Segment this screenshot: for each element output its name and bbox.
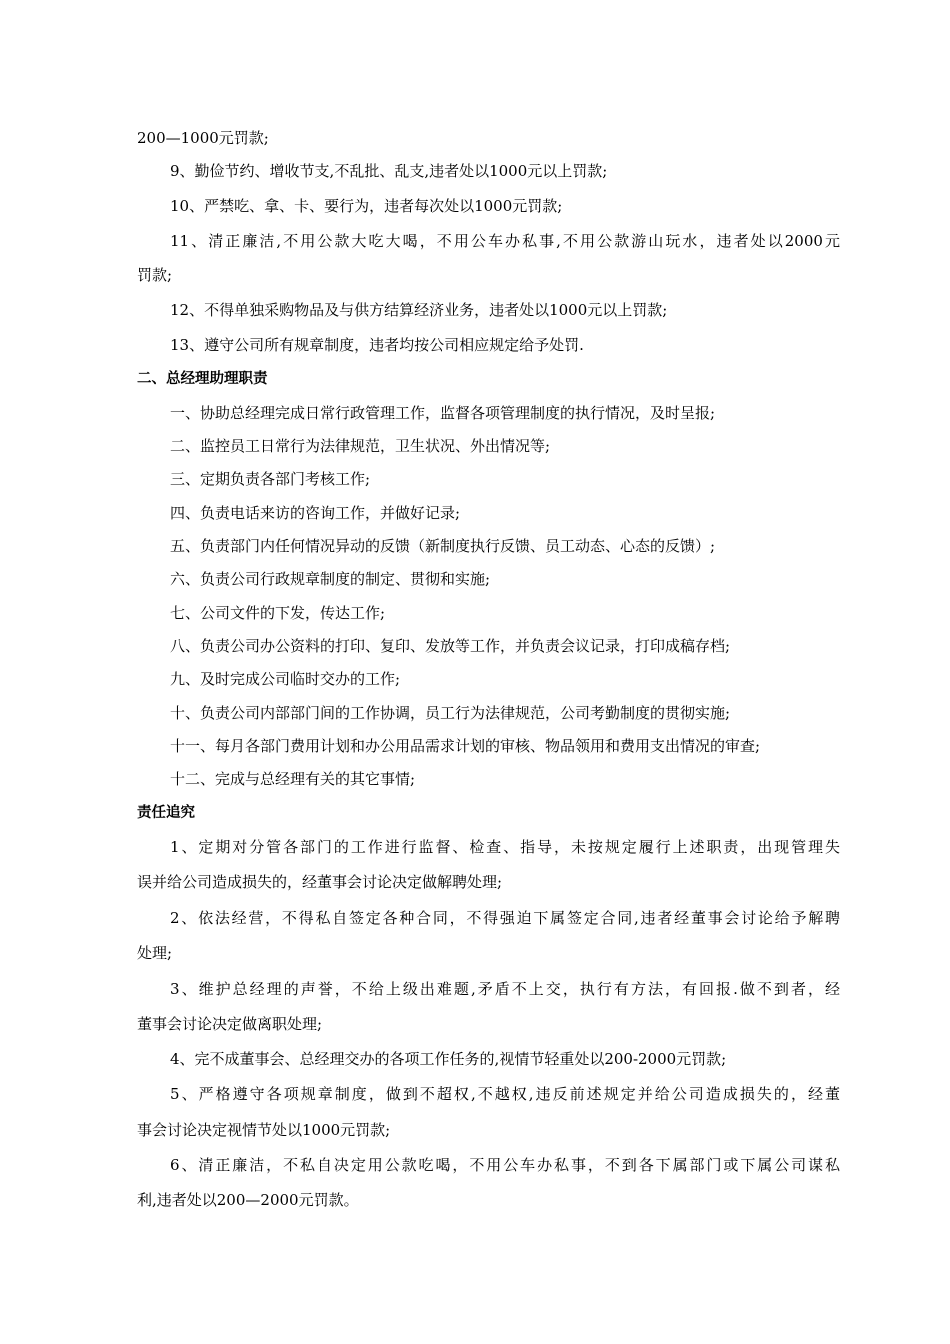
paragraph-line: 六、负责公司行政规章制度的制定、贯彻和实施; <box>170 570 491 588</box>
paragraph-line: 十、负责公司内部部门间的工作协调，员工行为法律规范，公司考勤制度的贯彻实施; <box>170 704 731 722</box>
paragraph-line: 4、完不成董事会、总经理交办的各项工作任务的,视情节轻重处以200-2000元罚款; <box>170 1050 727 1068</box>
paragraph-line: 10、严禁吃、拿、卡、要行为，违者每次处以1000元罚款; <box>170 197 563 215</box>
paragraph-line: 董事会讨论决定做离职处理; <box>137 1015 323 1033</box>
paragraph-line: 12、不得单独采购物品及与供方结算经济业务，违者处以1000元以上罚款; <box>170 301 668 319</box>
paragraph-line: 九、及时完成公司临时交办的工作; <box>170 670 401 688</box>
paragraph-line: 二、监控员工日常行为法律规范，卫生状况、外出情况等; <box>170 437 551 455</box>
section-heading: 二、总经理助理职责 <box>137 371 268 387</box>
paragraph-line: 3、维护总经理的声誉，不给上级出难题,矛盾不上交，执行有方法，有回报.做不到者，经 <box>170 980 840 998</box>
paragraph-line: 三、定期负责各部门考核工作; <box>170 470 371 488</box>
paragraph-line: 9、勤俭节约、增收节支,不乱批、乱支,违者处以1000元以上罚款; <box>170 162 608 180</box>
paragraph-line: 处理; <box>137 944 173 962</box>
paragraph-line: 13、遵守公司所有规章制度，违者均按公司相应规定给予处罚. <box>170 336 584 354</box>
paragraph-line: 八、负责公司办公资料的打印、复印、发放等工作，并负责会议记录，打印成稿存档; <box>170 637 731 655</box>
section-heading: 责任追究 <box>137 805 195 821</box>
paragraph-line: 十二、完成与总经理有关的其它事情; <box>170 770 416 788</box>
paragraph-line: 七、公司文件的下发，传达工作; <box>170 604 386 622</box>
paragraph-line: 罚款; <box>137 266 173 284</box>
paragraph-line: 利,违者处以200—2000元罚款。 <box>137 1191 359 1209</box>
paragraph-line: 事会讨论决定视情节处以1000元罚款; <box>137 1121 391 1139</box>
paragraph-line: 11、清正廉洁,不用公款大吃大喝，不用公车办私事,不用公款游山玩水，违者处以2000元 <box>170 232 840 250</box>
paragraph-line: 五、负责部门内任何情况异动的反馈（新制度执行反馈、员工动态、心态的反馈）; <box>170 537 716 555</box>
paragraph-line: 2、依法经营，不得私自签定各种合同，不得强迫下属签定合同,违者经董事会讨论给予解聘 <box>170 909 840 927</box>
paragraph-line: 5、严格遵守各项规章制度，做到不超权,不越权,违反前述规定并给公司造成损失的，经董 <box>170 1085 840 1103</box>
paragraph-line: 200—1000元罚款; <box>137 129 269 147</box>
paragraph-line: 四、负责电话来访的咨询工作，并做好记录; <box>170 504 461 522</box>
paragraph-line: 1、定期对分管各部门的工作进行监督、检查、指导，未按规定履行上述职责，出现管理失 <box>170 838 840 856</box>
paragraph-line: 6、清正廉洁，不私自决定用公款吃喝，不用公车办私事，不到各下属部门或下属公司谋私 <box>170 1156 840 1174</box>
paragraph-line: 误并给公司造成损失的，经董事会讨论决定做解聘处理; <box>137 873 503 891</box>
paragraph-line: 十一、每月各部门费用计划和办公用品需求计划的审核、物品领用和费用支出情况的审查; <box>170 737 761 755</box>
paragraph-line: 一、协助总经理完成日常行政管理工作，监督各项管理制度的执行情况，及时呈报; <box>170 404 716 422</box>
